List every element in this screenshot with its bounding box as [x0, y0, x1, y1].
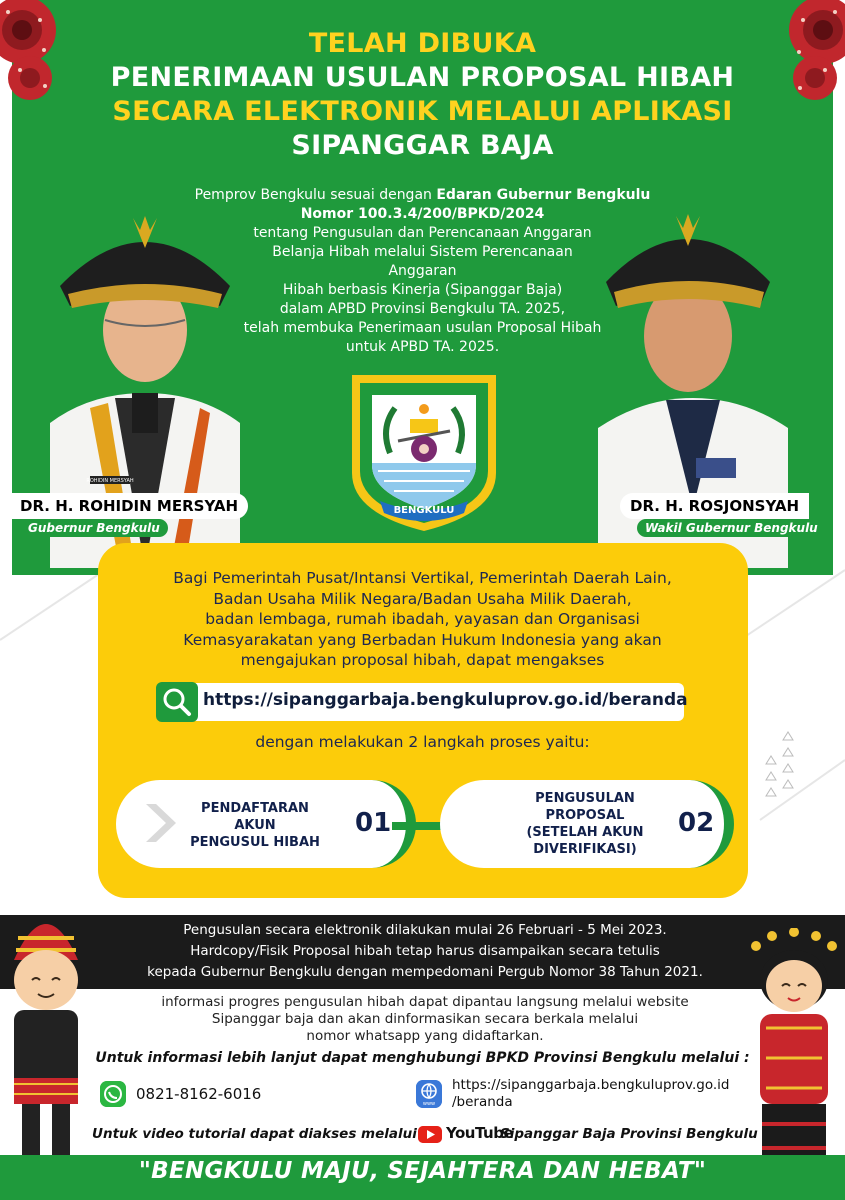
emblem-label: BENGKULU	[393, 505, 455, 516]
intro-line-6: Hibah berbasis Kinerja (Sipanggar Baja)	[282, 282, 563, 298]
eligibility-line-5: mengajukan proposal hibah, dapat mengakses	[240, 651, 605, 669]
step-2-line-1: PENGUSULAN	[535, 791, 635, 806]
step-2-line-3: (SETELAH AKUN	[526, 825, 644, 840]
intro-line-7: dalam APBD Provinsi Bengkulu TA. 2025,	[279, 301, 566, 317]
eligibility-line-3: badan lembaga, rumah ibadah, yayasan dan Organisasi	[205, 610, 640, 628]
title-line-2: PENERIMAAN USULAN PROPOSAL HIBAH	[110, 62, 735, 93]
vice-governor-role: Wakil Gubernur Bengkulu	[637, 519, 826, 537]
schedule-line-2: Hardcopy/Fisik Proposal hibah tetap harus disampaikan secara tetulis	[190, 943, 660, 959]
intro-nomor: Nomor 100.3.4/200/BPKD/2024	[300, 206, 545, 222]
www-label: www	[422, 1101, 436, 1107]
step-1-line-1: PENDAFTARAN	[201, 801, 309, 816]
vice-governor-name: DR. H. ROSJONSYAH	[620, 493, 809, 519]
eligibility-line-2: Badan Usaha Milik Negara/Badan Usaha Milik Daerah,	[213, 589, 632, 608]
bengkulu-emblem	[350, 373, 498, 533]
step-1-label	[190, 800, 320, 851]
chevron-right-icon	[140, 800, 180, 846]
video-tutorial-text: Untuk video tutorial dapat diakses melalui	[92, 1126, 417, 1142]
step-2-line-4: DIVERIFIKASI)	[533, 842, 637, 857]
schedule-line-3: kepada Gubernur Bengkulu dengan mempedomani Pergub Nomor 38 Tahun 2021.	[147, 964, 703, 980]
intro-line-4: Belanja Hibah melalui Sistem Perencanaan	[272, 244, 573, 260]
governor-name: DR. H. ROHIDIN MERSYAH	[10, 493, 248, 519]
governor-nameplate: ROHIDIN MERSYAH	[86, 478, 134, 484]
rafflesia-flower-right-icon	[775, 0, 845, 100]
progress-line-3: nomor whatsapp yang didaftarkan.	[306, 1028, 544, 1044]
step-1-line-3: PENGUSUL HIBAH	[190, 835, 320, 850]
contact-phone[interactable]: 0821-8162-6016	[136, 1085, 262, 1103]
title-line-1: TELAH DIBUKA	[308, 28, 537, 59]
intro-edaran: Edaran Gubernur Bengkulu	[436, 187, 651, 203]
progress-info	[105, 994, 745, 1045]
contact-heading: Untuk informasi lebih lanjut dapat menghubungi BPKD Provinsi Bengkulu melalui :	[95, 1050, 750, 1066]
contact-website-line-2: /beranda	[452, 1094, 513, 1110]
youtube-channel[interactable]: Sipanggar Baja Provinsi Bengkulu	[500, 1126, 758, 1142]
title-line-3: SECARA ELEKTRONIK MELALUI APLIKASI	[112, 96, 733, 127]
application-link[interactable]: https://sipanggarbaja.bengkuluprov.go.id/beranda	[203, 690, 688, 710]
rafflesia-flower-left-icon	[0, 0, 70, 100]
schedule-line-1: Pengusulan secara elektronik dilakukan mulai 26 Februari - 5 Mei 2023.	[183, 922, 667, 938]
eligibility-text	[120, 568, 725, 671]
slogan-text: "BENGKULU MAJU, SEJAHTERA DAN HEBAT"	[138, 1158, 707, 1184]
contact-website[interactable]	[452, 1077, 729, 1111]
step-2-number: 02	[678, 808, 715, 838]
youtube-wordmark: YouTube	[446, 1124, 514, 1142]
contact-website-line-1: https://sipanggarbaja.bengkuluprov.go.id	[452, 1077, 730, 1093]
step-2-label	[520, 790, 650, 858]
step-2-line-2: PROPOSAL	[545, 808, 625, 823]
intro-line-5: Anggaran	[388, 263, 457, 279]
intro-prefix: Pemprov Bengkulu sesuai dengan	[194, 187, 437, 203]
steps-intro: dengan melakukan 2 langkah proses yaitu:	[255, 733, 590, 751]
progress-line-2: Sipanggar baja dan akan dinformasikan secara berkala melalui	[211, 1011, 639, 1027]
youtube-icon	[418, 1126, 442, 1143]
intro-line-9: untuk APBD TA. 2025.	[345, 339, 500, 355]
whatsapp-icon	[100, 1081, 126, 1107]
mascot-boy	[0, 898, 92, 1198]
intro-line-3: tentang Pengusulan dan Perencanaan Anggaran	[253, 225, 592, 241]
progress-line-1: informasi progres pengusulan hibah dapat dipantau langsung melalui website	[161, 994, 689, 1010]
globe-icon	[416, 1080, 442, 1108]
eligibility-line-1: Bagi Pemerintah Pusat/Intansi Vertikal, Pemerintah Daerah Lain,	[173, 569, 672, 587]
eligibility-line-4: Kemasyarakatan yang Berbadan Hukum Indonesia yang akan	[183, 630, 662, 649]
page-title	[70, 27, 775, 163]
schedule-text	[80, 920, 770, 983]
governor-role: Gubernur Bengkulu	[20, 519, 168, 537]
title-line-4: SIPANGGAR BAJA	[291, 130, 554, 161]
step-1-line-2: AKUN	[234, 818, 276, 833]
search-icon	[156, 682, 198, 722]
step-1-number: 01	[355, 808, 392, 838]
intro-line-8: telah membuka Penerimaan usulan Proposal Hibah	[243, 320, 602, 336]
